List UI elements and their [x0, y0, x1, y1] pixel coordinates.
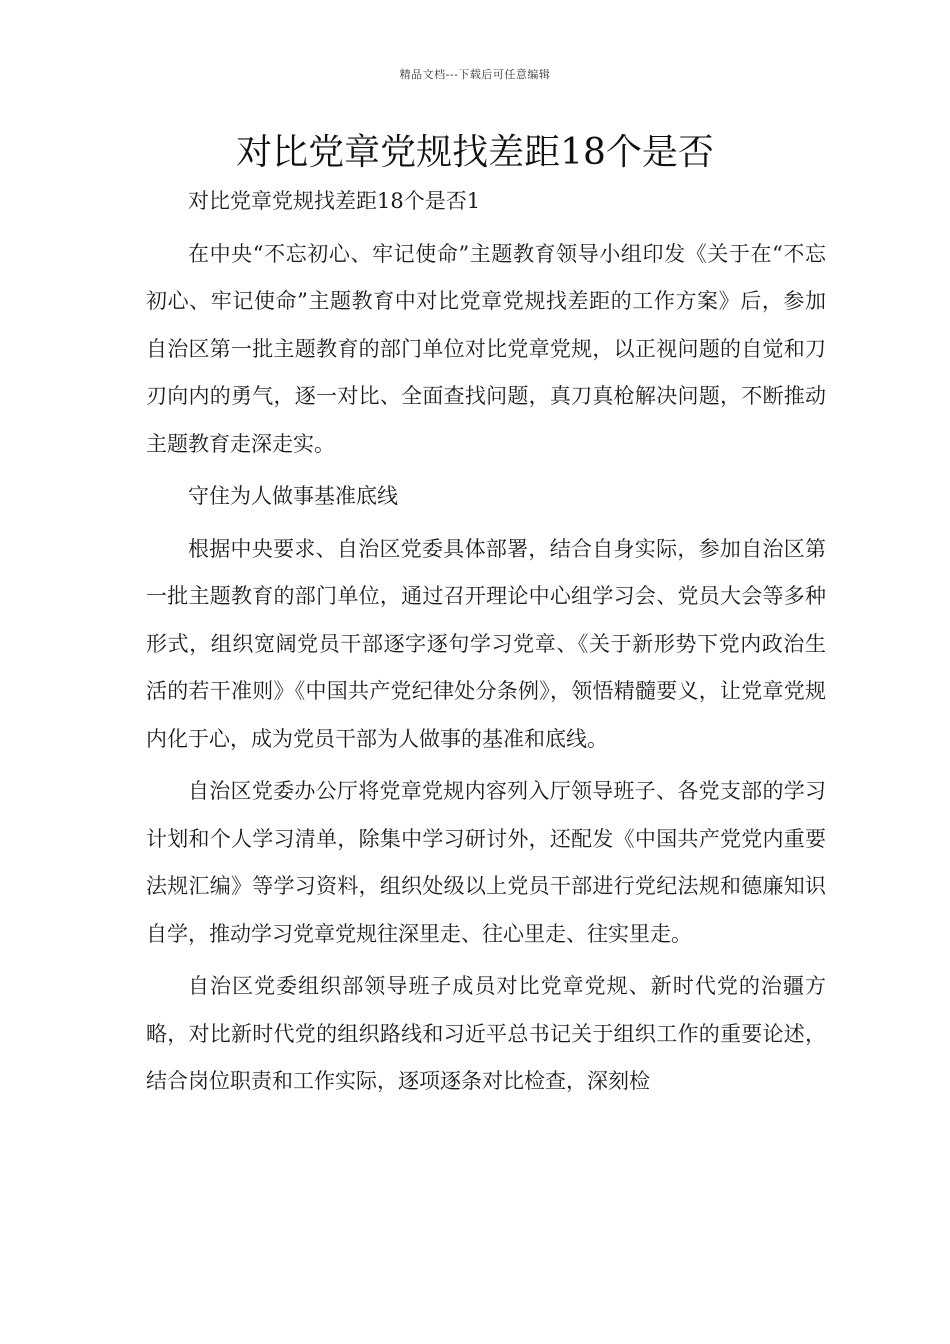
document-title: 对比党章党规找差距18个是否: [236, 132, 714, 173]
paragraph-study: 根据中央要求、自治区党委具体部署，结合自身实际，参加自治区第一批主题教育的部门单位，通过召开理论中心组学习会、党员大会等多种形式，组织宽阔党员干部逐字逐句学习党章、《关于新形势下党内政治生活的若干准则》《中国共产党纪律处分条例》，领悟精髓要义，让党章党规内化于心，成为党员干部为人做事的基准和底线。: [146, 536, 826, 751]
page-header-note: 精品文档---下载后可任意编辑: [399, 68, 551, 81]
paragraph-office: 自治区党委办公厅将党章党规内容列入厅领导班子、各党支部的学习计划和个人学习清单，除集中学习研讨外，还配发《中国共产党党内重要法规汇编》等学习资料，组织处级以上党员干部进行党纪法规和德廉知识自学，推动学习党章党规往深里走、往心里走、往实里走。: [146, 779, 826, 946]
document-body: [146, 178, 826, 1106]
paragraph-organization: 自治区党委组织部领导班子成员对比党章党规、新时代党的治疆方略，对比新时代党的组织路线和习近平总书记关于组织工作的重要论述，结合岗位职责和工作实际，逐项逐条对比检查，深刻检: [146, 974, 826, 1093]
section-heading: 守住为人做事基准底线: [188, 484, 398, 508]
paragraph-subtitle: 对比党章党规找差距18个是否1: [188, 189, 481, 213]
paragraph-intro: 在中央“不忘初心、牢记使命”主题教育领导小组印发《关于在“不忘初心、牢记使命”主题教育中对比党章党规找差距的工作方案》后，参加自治区第一批主题教育的部门单位对比党章党规，以正视问题的自觉和刀刃向内的勇气，逐一对比、全面查找问题，真刀真枪解决问题，不断推动主题教育走深走实。: [146, 241, 826, 456]
